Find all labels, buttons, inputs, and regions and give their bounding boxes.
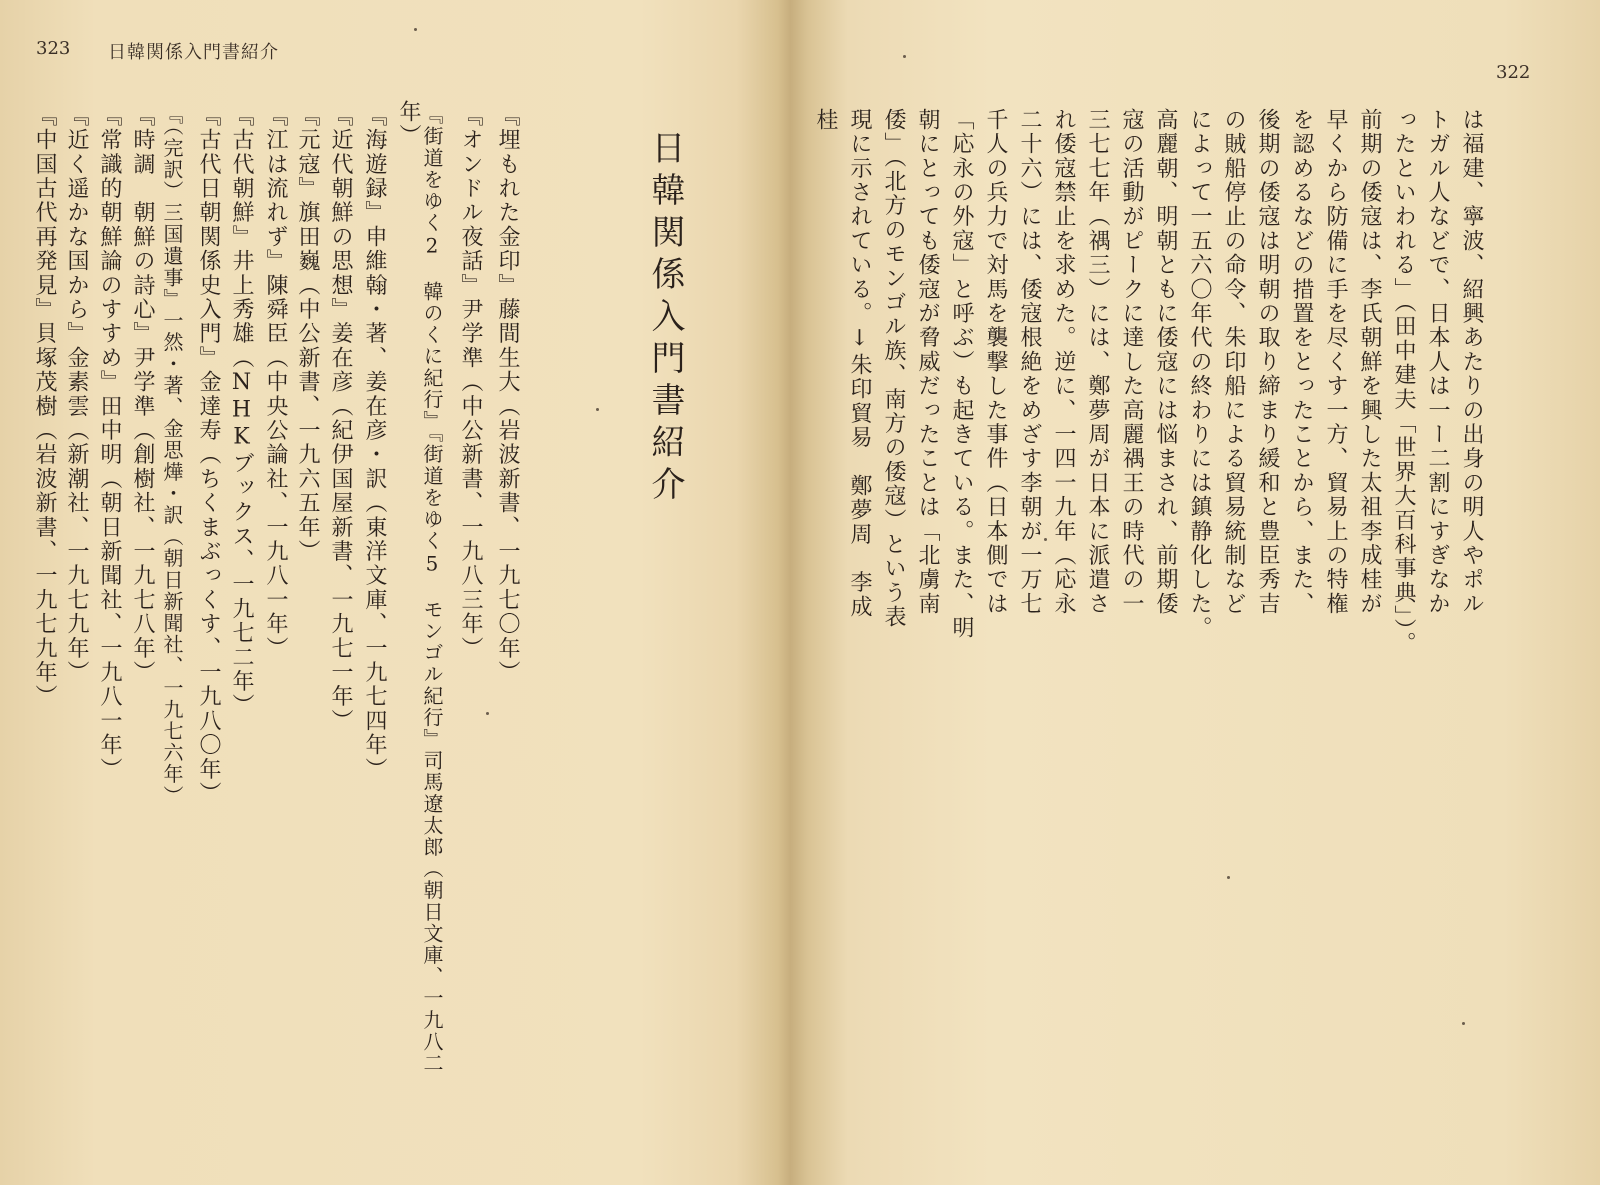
body-line: 桂	[813, 108, 838, 133]
body-line: れ倭寇禁止を求めた。逆に、一四一九年（応永	[1051, 108, 1076, 617]
paper-speck	[1044, 538, 1047, 541]
body-line: 三七七年（禑三）には、鄭夢周が日本に派遣さ	[1085, 108, 1110, 617]
paper-speck	[1227, 876, 1230, 879]
book-entry: 『オンドル夜話』尹学準（中公新書、一九八三年）	[458, 104, 483, 661]
body-line: は福建、寧波、紹興あたりの出身の明人やポル	[1459, 108, 1484, 617]
body-line: 現に示されている。↓朱印貿易 鄭夢周 李成	[847, 108, 872, 620]
body-line: 「応永の外寇」と呼ぶ）も起きている。また、明	[949, 108, 974, 641]
book-entry: 『元寇』旗田巍（中公新書、一九六五年）	[295, 104, 320, 564]
book-entry: 『古代日朝関係史入門』金達寿（ちくまぶっくす、一九八〇年）	[196, 104, 221, 806]
body-line: トガル人などで、日本人は一ー二割にすぎなか	[1425, 108, 1450, 617]
body-line: 二十六）には、倭寇根絶をめざす李朝が一万七	[1017, 108, 1042, 617]
body-line: の賊船停止の命令、朱印船による貿易統制など	[1221, 108, 1246, 617]
body-line: 早くから防備に手を尽くす一方、貿易上の特権	[1323, 108, 1348, 617]
left-page	[0, 0, 790, 1185]
book-entry: 『海遊録』申維翰・著、姜在彦・訳（東洋文庫、一九七四年）	[362, 104, 387, 782]
body-line: 後期の倭寇は明朝の取り締まり緩和と豊臣秀吉	[1255, 108, 1280, 617]
book-entry-continuation: 年）	[396, 100, 421, 149]
section-title: 日韓関係入門書紹介	[645, 130, 685, 508]
paper-speck	[1462, 1022, 1465, 1025]
book-entry: 『（完訳）三国遺事』一然・著、金思燁・訳（朝日新聞社、一九七六年）	[160, 104, 184, 807]
right-page	[790, 0, 1600, 1185]
body-line: 朝にとっても倭寇が脅威だったことは「北虜南	[915, 108, 940, 617]
running-head: 日韓関係入門書紹介	[108, 42, 279, 63]
body-line: 前期の倭寇は、李氏朝鮮を興した太祖李成桂が	[1357, 108, 1382, 617]
page-number-right: 322	[1496, 62, 1531, 83]
body-line: 倭」（北方のモンゴル族、南方の倭寇）という表	[881, 108, 906, 630]
page-number-left: 323	[36, 38, 71, 59]
book-entry: 『街道をゆく2 韓のくに紀行』『街道をゆく5 モンゴル紀行』司馬遼太郎（朝日文庫、一九八二	[420, 104, 444, 1074]
paper-speck	[903, 55, 906, 58]
body-line: 寇の活動がピークに達した高麗禑王の時代の一	[1119, 108, 1144, 617]
book-entry: 『時調 朝鮮の詩心』尹学準（創樹社、一九七八年）	[130, 104, 155, 685]
book-entry: 『常識的朝鮮論のすすめ』田中明（朝日新聞社、一九八一年）	[97, 104, 122, 782]
book-entry: 『古代朝鮮』井上秀雄（NHKブックス、一九七二年）	[229, 104, 254, 718]
body-line: を認めるなどの措置をとったことから、また、	[1289, 108, 1314, 617]
book-entry: 『江は流れず』陳舜臣（中央公論社、一九八一年）	[263, 104, 288, 661]
body-line: 千人の兵力で対馬を襲撃した事件（日本側では	[983, 108, 1008, 617]
paper-speck	[596, 408, 599, 411]
paper-speck	[486, 712, 489, 715]
paper-speck	[414, 28, 417, 31]
body-line: 高麗朝、明朝ともに倭寇には悩まされ、前期倭	[1153, 108, 1178, 617]
book-entry: 『近く遥かな国から』金素雲（新潮社、一九七九年）	[64, 104, 89, 685]
body-line: ったといわれる」（田中建夫「世界大百科事典」）。	[1391, 108, 1416, 656]
book-entry: 『近代朝鮮の思想』姜在彦（紀伊国屋新書、一九七一年）	[328, 104, 353, 734]
book-entry: 『埋もれた金印』藤間生大（岩波新書、一九七〇年）	[495, 104, 520, 685]
book-entry: 『中国古代再発見』貝塚茂樹（岩波新書、一九七九年）	[32, 104, 57, 709]
body-line: によって一五六〇年代の終わりには鎮静化した。	[1187, 108, 1212, 641]
